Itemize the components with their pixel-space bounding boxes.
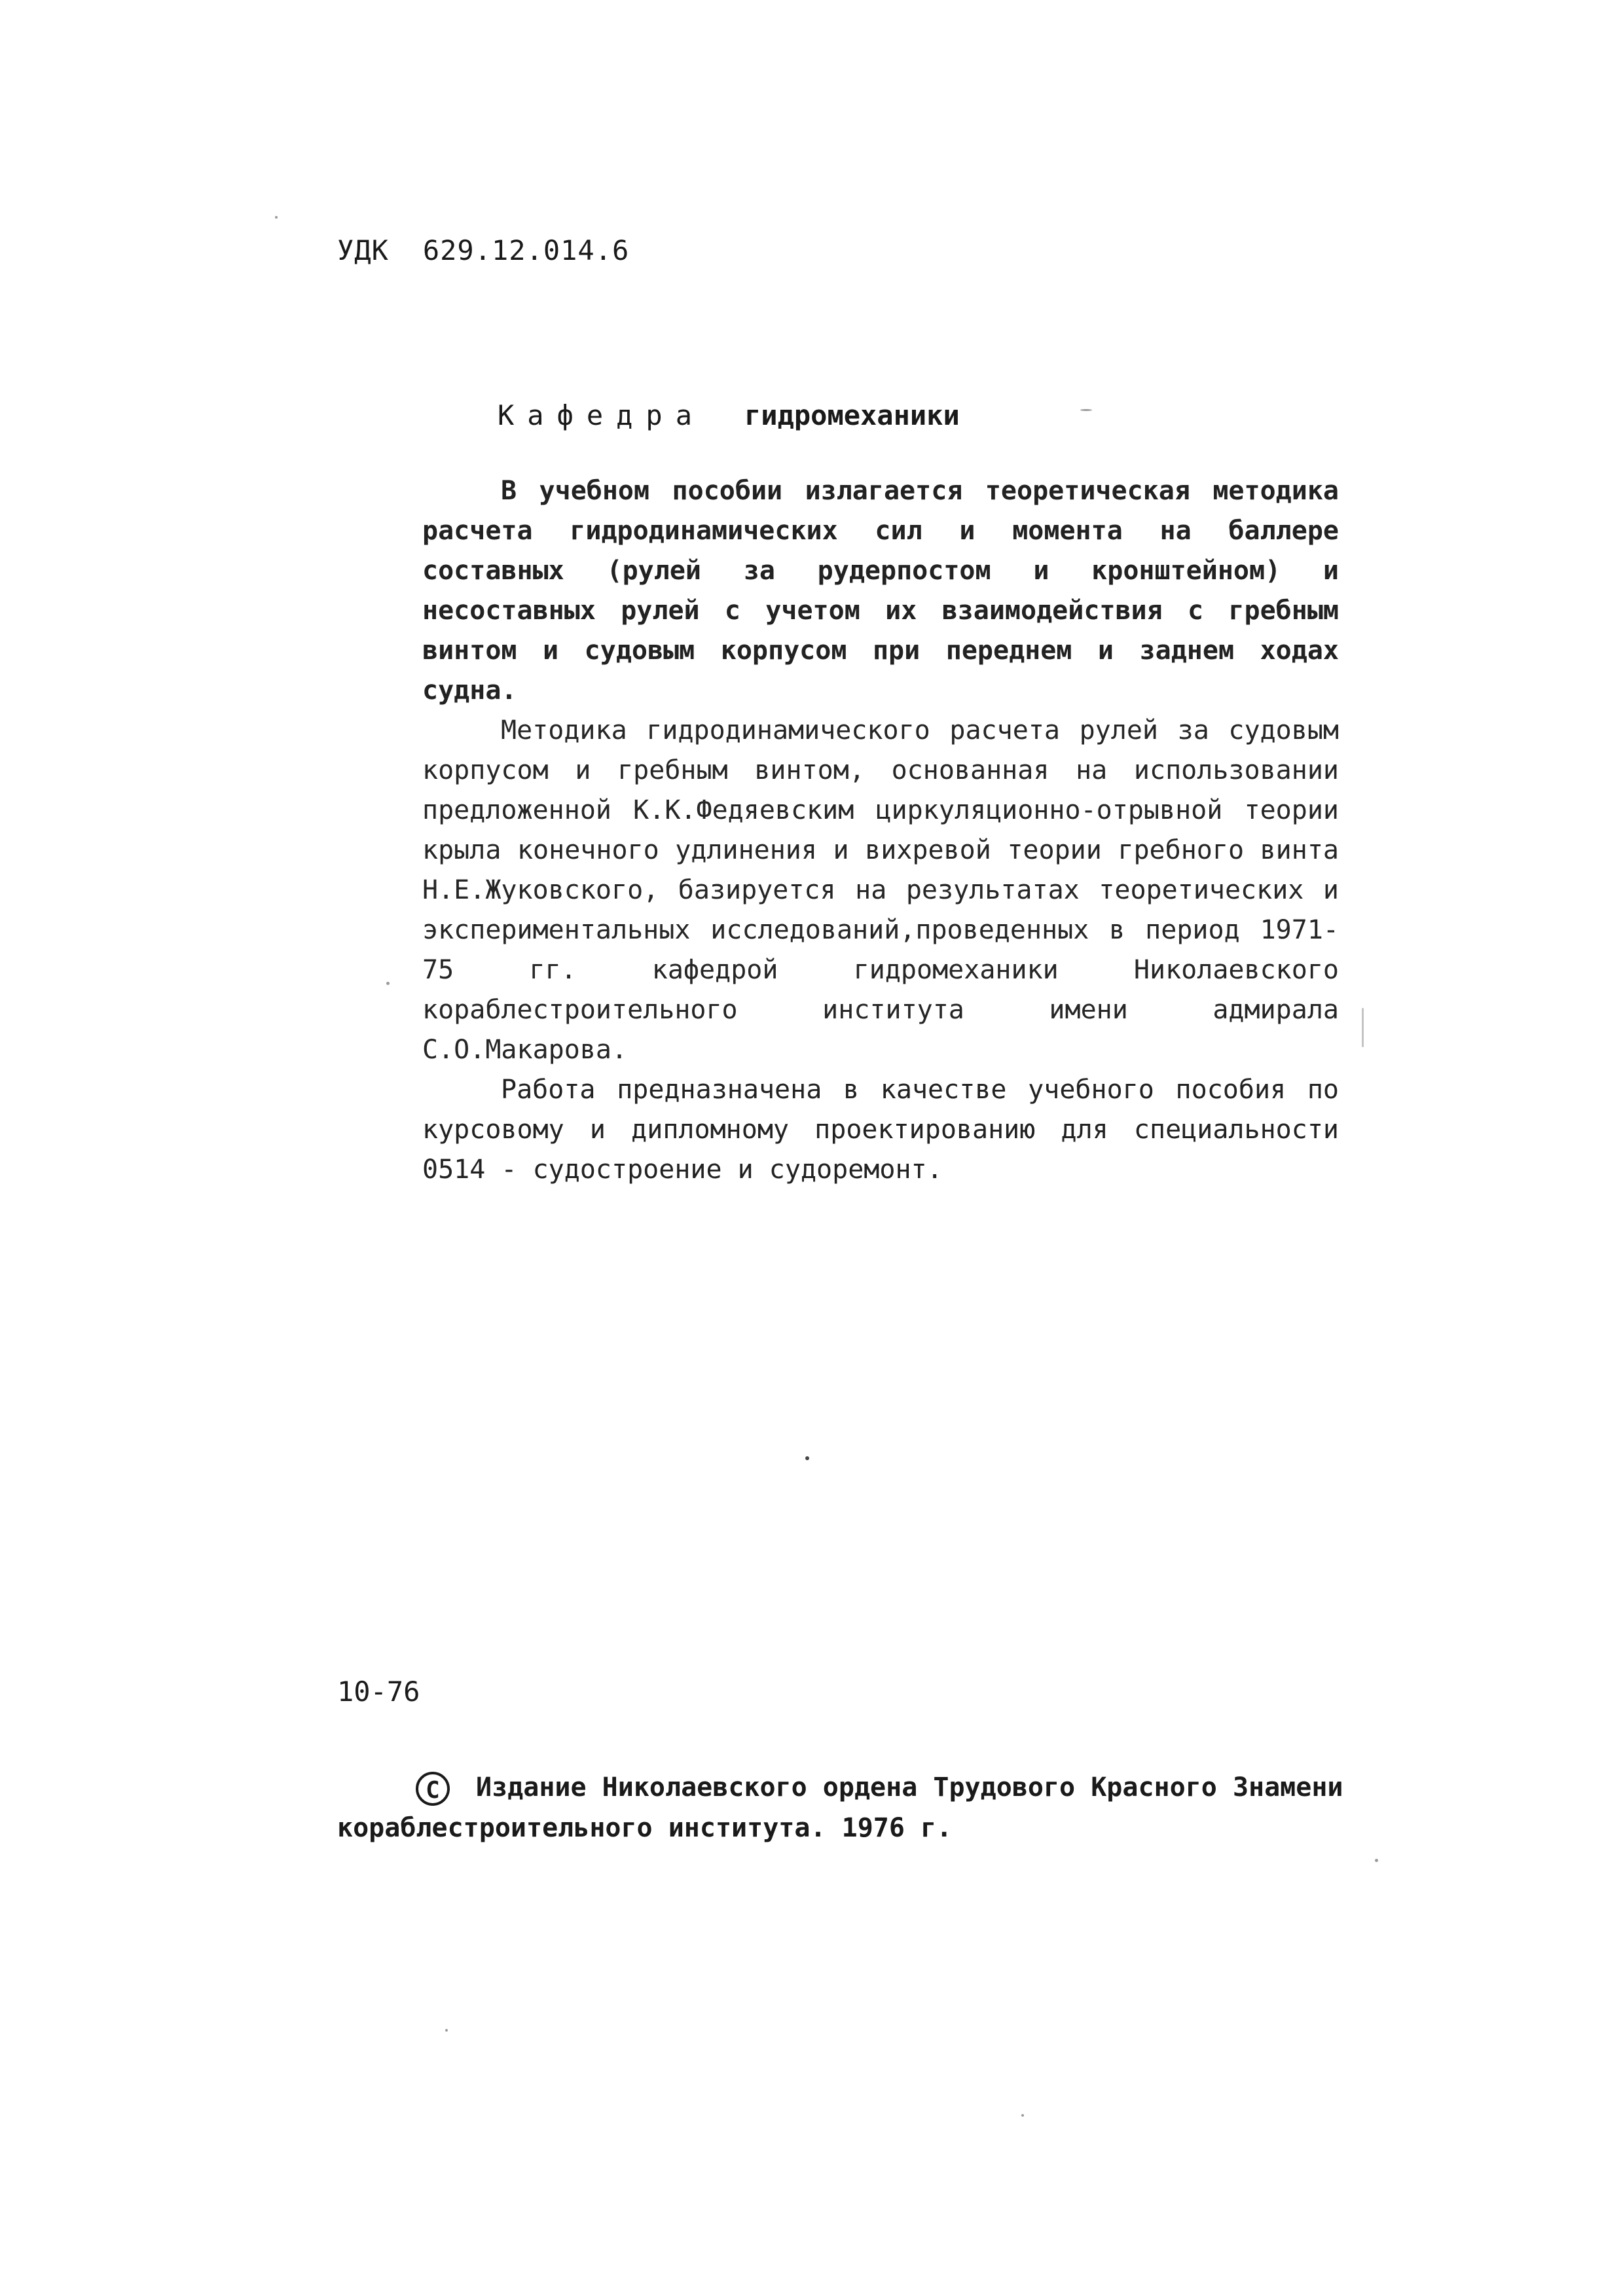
copyright-icon: C [416,1772,450,1806]
copyright-block [337,1767,1411,1848]
copyright-line-2: кораблестроительного института. 1976 г. [337,1813,953,1843]
scan-speck [805,1456,809,1460]
abstract-block [422,471,1339,1190]
copyright-text-1: Издание Николаевского ордена Трудового Красного Знамени [476,1772,1343,1803]
scan-speck [1080,409,1092,411]
scan-speck [1021,2114,1024,2117]
udc-label: УДК [337,234,389,266]
scan-speck [445,2029,448,2032]
udc-line [337,234,629,266]
scan-speck [1362,1008,1364,1047]
index-code: 10-76 [337,1676,420,1708]
scan-speck [1375,1859,1378,1862]
department-label: Кафедра [498,399,706,431]
udc-number: 629.12.014.6 [422,234,630,266]
scan-speck [275,216,278,219]
abstract-paragraph-2: Методика гидродинамического расчета рулей за судовым корпусом и гребным винтом, основанная на использовании предложенной К.К.Федяевским циркуляционно-отрывной теории крыла конечного удлинения и вихревой теории гребного винта Н.Е.Жуковского, базируется на результатах теоретических и экспериментальных исследований,проведенных в период 1971-75 гг. кафедрой гидромеханики Николаевского кораблестроительного института имени адмирала С.О.Макарова. [422,715,1339,1065]
copyright-line-1 [337,1767,1411,1808]
abstract-paragraph-1: В учебном пособии излагается теоретическая методика расчета гидродинамических сил и момента на баллере составных (рулей за рудерпостом и кронштейном) и несоставных рулей с учетом их взаимодействия с гребным винтом и судовым корпусом при переднем и заднем ходах судна. [422,476,1339,706]
abstract-paragraph-3: Работа предназначена в качестве учебного пособия по курсовому и дипломному проектированию для специальности 0514 - судостроение и судоремонт. [422,1075,1339,1185]
department-name: гидромеханики [744,399,960,431]
scan-speck [386,982,390,985]
department-heading [498,399,960,431]
